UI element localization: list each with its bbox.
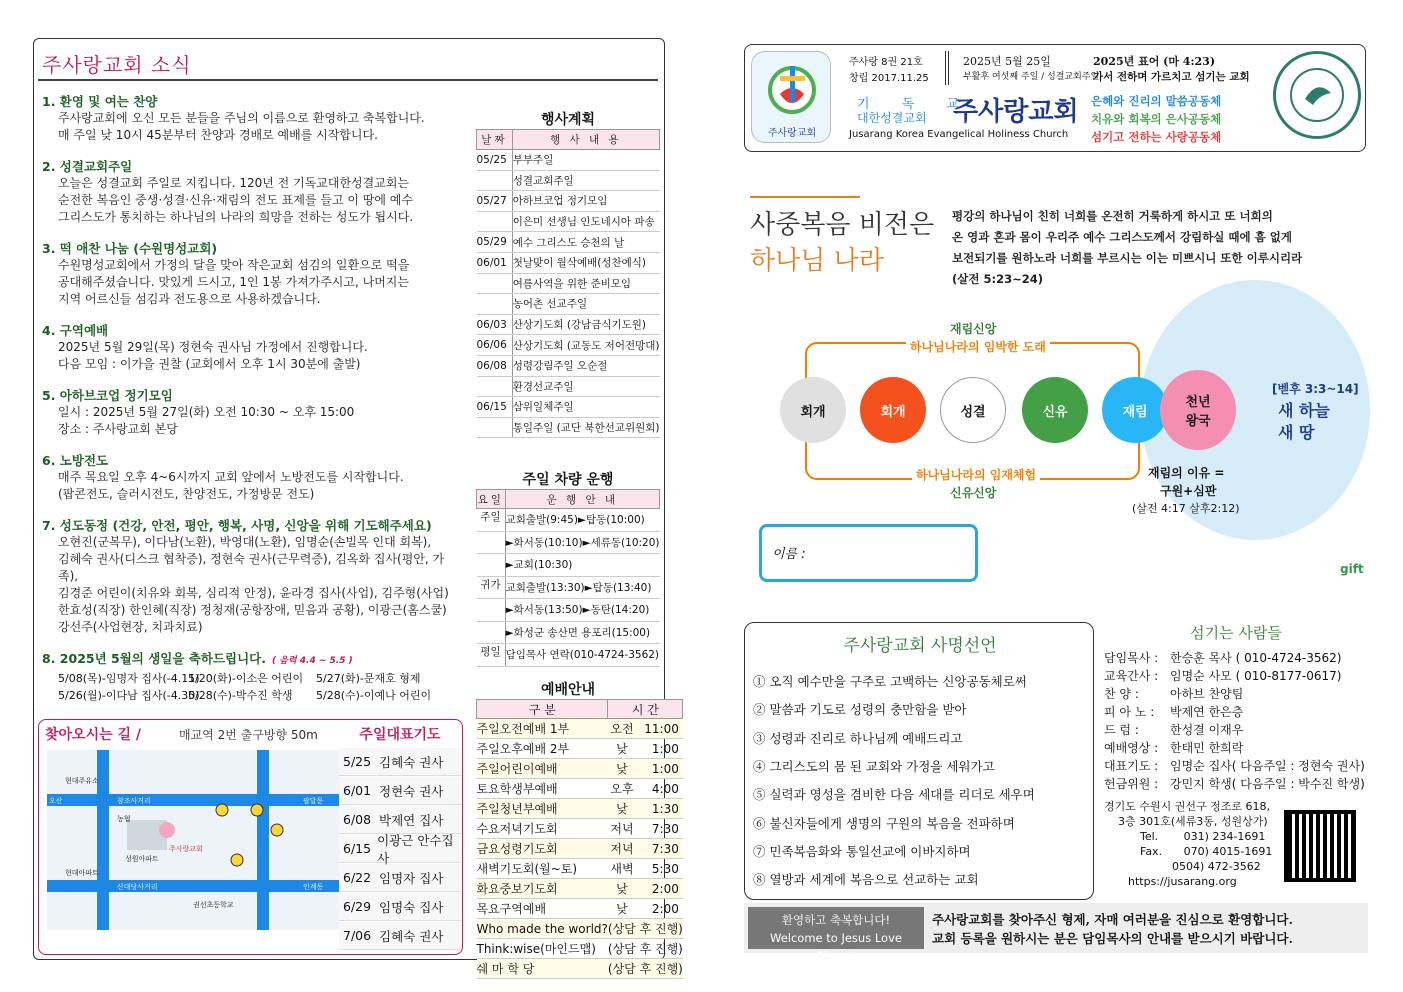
welcome-badge: [748, 907, 924, 963]
table-cell: [477, 621, 506, 644]
prayer-name: 정현숙 권사: [379, 783, 444, 799]
table-cell: 오전: [608, 719, 636, 739]
news-item: [42, 452, 462, 503]
mission-item: ② 말씀과 기도로 성령의 충만함을 받아: [753, 702, 967, 718]
table-cell: [477, 273, 513, 294]
birthday-note: ( 음력 4.4 ~ 5.5 ): [272, 656, 353, 666]
table-row: [477, 170, 660, 191]
news-panel: [33, 38, 683, 976]
bottom-label-1: 하나님나라의 임재체험: [912, 466, 1040, 483]
table-cell: 환경선교주일: [512, 376, 659, 397]
shuttle-table: [476, 489, 660, 667]
table-cell: 교회출발(13:30)►탑동(13:40): [505, 576, 659, 599]
staff-name: 박제연 한은층: [1170, 705, 1244, 719]
prayer-name: 임명자 집사: [379, 870, 444, 886]
table-row: [477, 939, 683, 959]
news-body: 주사랑교회에 오신 모든 분들을 주님의 이름으로 환영하고 축복합니다. 매 주일 낮 10시 45분부터 찬양과 경배로 예배를 시작합니다.: [58, 111, 425, 142]
staff-name: 아하브 찬양팀: [1170, 687, 1244, 701]
table-cell: 05/27: [477, 191, 513, 212]
staff-name: 강민지 학생( 다음주일 : 박수진 학생): [1170, 777, 1365, 791]
staff-role: 담임목사 :: [1104, 651, 1159, 665]
news-body: 2025년 5월 29일(목) 정현숙 권사님 가정에서 진행합니다. 다음 모임 : 이가을 권찰 (교회에서 오후 1시 30분에 출발): [58, 340, 368, 371]
table-cell: 7:30: [636, 839, 683, 859]
prayer-name: 임명숙 집사: [379, 899, 444, 915]
bottom-label-2: 신유신앙: [950, 486, 997, 500]
table-cell: 새벽기도회(월~토): [477, 859, 608, 879]
table-cell: 첫날맞이 월삭예배(성찬예식): [512, 252, 659, 273]
table-cell: 05/29: [477, 232, 513, 253]
reason-value: 구원+심판: [1160, 484, 1217, 498]
welcome-banner: [744, 903, 1368, 963]
birthday-entry: 5/08(목)-임명자 집사(-4.11): [58, 672, 200, 685]
vision-subtitle: 하나님 나라: [750, 246, 884, 276]
mission-item: ⑧ 열방과 세계에 복음으로 선교하는 교회: [753, 872, 979, 888]
slogan-1: 은혜와 진리의 말씀공동체: [1091, 94, 1222, 108]
staff-row: [1104, 667, 1368, 685]
address-line1: 경기도 수원시 권선구 정조로 618,: [1104, 800, 1270, 813]
table-cell: 오후: [608, 779, 636, 799]
table-row: [477, 531, 660, 554]
table-row: [477, 294, 660, 315]
map-label: 팔달문: [303, 797, 324, 805]
logo-icon: [752, 52, 832, 122]
table-cell: 교회출발(9:45)►탑동(10:00): [505, 509, 659, 532]
news-body: 오늘은 성결교회 주일로 지킵니다. 120년 전 기독교대한성결교회는 순전한 복음인 중생·성결·신유·재림의 전도 표제를 들고 이 땅에 예수 그리스도가 통치하는 하나님의 나라의 희망을 전하는 성도가 됩시다.: [58, 176, 414, 224]
table-cell: 낮: [608, 739, 636, 759]
birthday-item: [42, 650, 462, 704]
welcome-message: 주사랑교회를 찾아주신 형제, 자매 여러분을 진심으로 환영합니다. 교회 등록을 원하시는 분은 담임목사의 안내를 받으시기 바랍니다.: [932, 912, 1293, 946]
news-heading: 1. 환영 및 여는 찬양: [42, 94, 158, 109]
news-body: 일시 : 2025년 5월 27일(화) 오전 10:30 ~ 오후 15:00 장소 : 주사랑교회 본당: [58, 405, 355, 436]
staff-title: 섬기는 사람들: [1190, 624, 1282, 642]
staff-row: [1104, 649, 1368, 667]
staff-role: 대표기도 :: [1104, 759, 1159, 773]
prayer-row: [339, 748, 461, 776]
table-row: [477, 719, 683, 739]
location-map: [47, 750, 339, 930]
table-row: [477, 376, 660, 397]
birthday-entry: 5/27(화)-문재호 형제: [316, 672, 421, 685]
prayer-name: 김혜숙 권사: [379, 754, 444, 770]
logo-text: 주사랑교회: [767, 128, 817, 139]
prayer-row: [339, 922, 461, 950]
map-label: 창조사거리: [117, 797, 151, 805]
birthday-entry: 5/20(화)-이소은 어린이: [188, 672, 304, 685]
news-item: [42, 517, 462, 636]
news-item: [42, 158, 462, 226]
event-schedule: [476, 109, 660, 438]
table-header: 시 간: [608, 700, 683, 719]
table-row: [477, 859, 683, 879]
staff-name: 한성결 이재우: [1170, 723, 1244, 737]
fax-label: Fax.: [1140, 845, 1163, 858]
bulletin-date: 2025년 5월 25일: [963, 55, 1051, 68]
website-link[interactable]: https://jusarang.org: [1128, 875, 1237, 888]
church-motto: 가서 전하며 가르치고 섬기는 교회: [1093, 71, 1250, 83]
table-header: 날짜: [477, 130, 513, 150]
table-cell: 2:00: [636, 879, 683, 899]
table-row: [477, 417, 660, 438]
mission-item: ④ 그리스도의 몸 된 교회와 가정을 세워가고: [753, 759, 995, 775]
table-cell: 예수 그리스도 승천의 날: [512, 232, 659, 253]
news-item: [42, 240, 462, 308]
birthday-title: 8. 2025년 5월의 생일을 축하드립니다.: [42, 651, 266, 666]
slogan-2: 치유와 회복의 은사공동체: [1091, 112, 1222, 126]
birthday-entry: 5/28(수)-이예나 어린이: [316, 689, 432, 702]
prayer-date: 6/29: [343, 899, 372, 914]
birthday-list: [42, 670, 462, 704]
divider: [38, 79, 658, 81]
worship-title: 예배안내: [540, 682, 596, 698]
founded-date: 창립 2017.11.25: [849, 73, 929, 84]
prayer-date: 6/01: [343, 783, 372, 798]
shuttle-title: 주일 차량 운행: [522, 472, 614, 488]
table-cell: 산상기도회 (교동도 저어전망대): [512, 335, 659, 356]
table-cell: 11:00: [636, 719, 683, 739]
staff-role: 예배영상 :: [1104, 741, 1159, 755]
table-cell: 06/15: [477, 397, 513, 418]
welcome-korean: 환영하고 축복합니다!: [781, 913, 891, 927]
table-cell: ►교회(10:30): [505, 554, 659, 577]
prayer-row: [339, 832, 461, 866]
table-row: [477, 779, 683, 799]
table-cell: 여름사역을 위한 준비모임: [512, 273, 659, 294]
prayer-name: 이광근 안수집사: [377, 832, 454, 866]
schedule-table: [476, 129, 660, 438]
mission-item: ⑦ 민족복음화와 통일선교에 이바지하며: [753, 843, 971, 859]
address-line2: 3층 301호(세류3동, 성원상가): [1118, 815, 1268, 828]
slogan-3: 섬기고 전하는 사랑공동체: [1091, 130, 1222, 144]
name-field[interactable]: [759, 524, 978, 582]
denomination-line1: 기 독 교: [857, 97, 973, 112]
divider: [945, 51, 949, 85]
table-row: [477, 335, 660, 356]
news-list: [42, 93, 462, 718]
news-item: [42, 387, 462, 438]
map-label: 현대아파트: [65, 869, 99, 877]
table-cell: 담임목사 연락(010-4724-3562): [505, 644, 659, 667]
table-cell: 저녁: [608, 839, 636, 859]
table-row: [477, 252, 660, 273]
map-label: 농협: [117, 815, 131, 823]
table-row: [477, 899, 683, 919]
table-cell: 아하브코업 정기모임: [512, 191, 659, 212]
circle-millennium: 천년 왕국: [1160, 370, 1236, 450]
staff-name: 임명순 집사( 다음주일 : 정현숙 권사): [1170, 759, 1365, 773]
staff-role: 피 아 노 :: [1104, 705, 1155, 719]
mission-title: 주사랑교회 사명선언: [843, 636, 997, 656]
table-header: 구 분: [477, 700, 608, 719]
mission-item: ③ 성령과 진리로 하나님께 예배드리고: [753, 730, 963, 746]
table-cell: 쉐 마 학 당: [477, 959, 608, 979]
table-cell: 낮: [608, 879, 636, 899]
mission-statement: [744, 622, 1094, 900]
table-cell: 성결교회주일: [512, 170, 659, 191]
table-cell: 농어촌 선교주일: [512, 294, 659, 315]
schedule-title: 행사계획: [540, 112, 596, 128]
table-cell: 이은미 선생님 인도네시아 파송: [512, 211, 659, 232]
table-cell: ►화성군 송산면 용포리(15:00): [505, 621, 659, 644]
table-cell: 06/08: [477, 355, 513, 376]
table-row: [477, 554, 660, 577]
new-earth: 새 땅: [1278, 423, 1315, 442]
shuttle-schedule: [476, 469, 660, 667]
new-heaven: 새 하늘: [1278, 401, 1330, 420]
table-cell: 귀가: [477, 576, 506, 599]
table-cell: ►화서동(10:10)►세류동(10:20): [505, 531, 659, 554]
top-label-2: 하나님나라의 임박한 도래: [906, 338, 1050, 355]
table-row: [477, 739, 683, 759]
birthday-heading: [42, 650, 462, 670]
directions-subtitle: 매교역 2번 출구방향 50m: [179, 728, 318, 742]
table-cell: [477, 170, 513, 191]
table-cell: 산상기도회 (강남금식기도원): [512, 314, 659, 335]
dove-icon: [1287, 65, 1347, 125]
table-cell: 4:00: [636, 779, 683, 799]
news-heading: 7. 성도동정 (건강, 안전, 평안, 행복, 사명, 신앙을 위해 기도해주세요): [42, 518, 432, 533]
table-row: [477, 273, 660, 294]
mission-item: ① 오직 예수만을 구주로 고백하는 신앙공동체로써: [753, 674, 1027, 690]
table-cell: 저녁: [608, 819, 636, 839]
table-cell: ►화서동(13:50)►동탄(14:20): [505, 599, 659, 622]
motto-year: 2025년 표어 (마 4:23): [1093, 55, 1216, 68]
table-row: [477, 799, 683, 819]
reason-label: 재림의 이유 =: [1148, 466, 1225, 480]
table-cell: [477, 531, 506, 554]
staff-name: 한승훈 목사 ( 010-4724-3562): [1170, 651, 1342, 665]
name-label: 이름 :: [772, 547, 806, 562]
table-cell: 목요구역예배: [477, 899, 608, 919]
bible-verse: 평강의 하나님이 친히 너희를 온전히 거룩하게 하시고 또 너희의 온 영과 혼과 몸이 우리주 예수 그리스도께서 강림하실 때에 흠 없게 보전되기를 원하노라 너희를 부르시는 이는 미쁘시니 또한 이루시리라 (살전 5:23~24): [952, 209, 1303, 286]
table-cell: 5:30: [636, 859, 683, 879]
table-cell: [477, 554, 506, 577]
table-cell: 1:00: [636, 739, 683, 759]
table-cell: 통일주일 (교단 북한선교위원회): [512, 417, 659, 438]
table-row: [477, 839, 683, 859]
issue-number: 주사랑 8권 21호: [849, 57, 923, 68]
table-cell: 새벽: [608, 859, 636, 879]
circle-second-coming: 재림: [1102, 377, 1168, 443]
welcome-english: Welcome to Jesus Love Church: [770, 931, 902, 963]
table-header: 행 사 내 용: [512, 130, 659, 150]
map-label: 권선초등학교: [193, 901, 234, 909]
table-cell: (상담 후 진행): [608, 919, 683, 939]
table-cell: 낮: [608, 899, 636, 919]
table-row: [477, 879, 683, 899]
table-cell: [477, 294, 513, 315]
prayer-date: 6/22: [343, 870, 372, 885]
reason-reference: (살전 4:17 살후2:12): [1132, 502, 1240, 515]
table-cell: 화요중보기도회: [477, 879, 608, 899]
qr-code[interactable]: [1284, 810, 1356, 882]
table-row: [477, 509, 660, 532]
table-row: [477, 191, 660, 212]
table-cell: 1:30: [636, 799, 683, 819]
table-row: [477, 621, 660, 644]
table-cell: [477, 376, 513, 397]
table-cell: 06/01: [477, 252, 513, 273]
table-cell: [477, 211, 513, 232]
table-row: [477, 232, 660, 253]
table-cell: 1:00: [636, 759, 683, 779]
table-cell: [477, 599, 506, 622]
circle-healing: 신유: [1022, 377, 1088, 443]
table-cell: 토요학생부예배: [477, 779, 608, 799]
top-label-1: 재림신앙: [950, 322, 997, 336]
worship-table: [476, 699, 683, 979]
table-cell: 06/03: [477, 314, 513, 335]
birthday-entry: 5/28(수)-박수진 학생: [188, 689, 293, 702]
staff-row: [1104, 739, 1368, 757]
prayer-row: [339, 893, 461, 921]
fax-number: 070) 4015-1691: [1183, 845, 1273, 858]
table-header: 운 행 안 내: [505, 490, 659, 509]
staff-row: [1104, 757, 1368, 775]
news-heading: 6. 노방전도: [42, 453, 109, 468]
news-heading: 5. 아하브코업 정기모임: [42, 388, 173, 403]
table-cell: Who made the world?: [477, 919, 608, 939]
birthday-entry: 5/26(월)-이다남 집사(-4.30): [58, 689, 200, 702]
news-item: [42, 322, 462, 373]
news-body: 매주 목요일 오후 4~6시까지 교회 앞에서 노방전도를 시작합니다. (팝콘전도, 슬러시전도, 찬양전도, 가정방문 전도): [58, 470, 404, 501]
table-cell: Think:wise(마인드맵): [477, 939, 608, 959]
table-cell: 7:30: [636, 819, 683, 839]
mission-item: ⑤ 실력과 영성을 겸비한 다음 세대를 리더로 세우며: [753, 787, 1035, 803]
news-item: [42, 93, 462, 144]
new-heaven-reference: [벧후 3:3~14]: [1272, 382, 1359, 396]
table-cell: 성령강림주일 오순절: [512, 355, 659, 376]
staff-list: [1104, 622, 1368, 889]
table-cell: 평일: [477, 644, 506, 667]
table-cell: 주일어린이예배: [477, 759, 608, 779]
staff-role: 헌금위원 :: [1104, 777, 1159, 791]
staff-row: [1104, 703, 1368, 721]
sunday-name: 부활후 여섯째 주일 / 성결교회주일: [963, 72, 1100, 82]
prayer-date: 6/08: [343, 812, 372, 827]
directions-title: 찾아오시는 길 /: [45, 727, 142, 743]
table-row: [477, 919, 683, 939]
map-label: 인계동: [303, 883, 324, 891]
table-cell: 주일청년부예배: [477, 799, 608, 819]
news-heading: 2. 성결교회주일: [42, 159, 133, 174]
circle-repent: 회개: [780, 377, 846, 443]
table-cell: 주일: [477, 509, 506, 532]
bulletin-header: [744, 44, 1366, 152]
prayer-date: 7/06: [343, 928, 372, 943]
circle-repent: 회개: [860, 377, 926, 443]
tel-number: 031) 234-1691: [1183, 830, 1266, 843]
table-row: [477, 355, 660, 376]
table-cell: 06/06: [477, 335, 513, 356]
table-cell: 주일오후예배 2부: [477, 739, 608, 759]
mission-item: ⑥ 불신자들에게 생명의 구원의 복음을 전파하며: [753, 815, 1015, 831]
church-logo: [751, 51, 831, 143]
staff-role: 교육간사 :: [1104, 669, 1159, 683]
table-cell: 2:00: [636, 899, 683, 919]
table-row: [477, 150, 660, 171]
map-label: 오산: [49, 797, 63, 805]
fax-number-2: 0504) 472-3562: [1172, 860, 1261, 873]
divider: [750, 196, 860, 198]
staff-role: 찬 양 :: [1104, 687, 1139, 701]
vision-title: 사중복음 비전은: [750, 210, 935, 240]
news-body: 오현진(군복무), 이다남(노환), 박영대(노환), 임명순(손빌목 인대 회복), 김혜숙 권사(디스크 협착증), 정현숙 권사(근무력증), 김옥화 집사(평안, 가족), 김경준 어린이(치유와 회복, 심리적 안정), 윤라경 집사(사업), 김주형(사업) 한효성(직장) 한인혜(직장) 정청재(공항장애, 믿음과 공황), 이광근(홈스쿨) 강선주(사업현장, 치과치료): [58, 535, 449, 634]
prayer-date: 6/15: [343, 841, 372, 856]
staff-name: 한태민 한희락: [1170, 741, 1244, 755]
news-heading: 4. 구역예배: [42, 323, 109, 338]
table-cell: (상담 후 진행): [608, 959, 683, 979]
staff-row: [1104, 775, 1368, 793]
table-cell: 낮: [608, 799, 636, 819]
table-row: [477, 211, 660, 232]
prayer-date: 5/25: [343, 754, 372, 769]
table-cell: [477, 417, 513, 438]
news-heading: 3. 떡 애찬 나눔 (수원명성교회): [42, 241, 218, 256]
directions-box: [38, 719, 463, 955]
table-cell: (상담 후 진행): [608, 939, 683, 959]
table-row: [477, 959, 683, 979]
table-cell: 수요저녁기도회: [477, 819, 608, 839]
prayer-row: [339, 777, 461, 805]
table-row: [477, 644, 660, 667]
table-header: 요일: [477, 490, 506, 509]
map-label: 주사랑교회: [169, 845, 203, 853]
news-body: 수원명성교회에서 가정의 달을 맞아 작은교회 섬김의 일환으로 떡을 공대해주셨습니다. 맛있게 드시고, 1인 1봉 가져가주시고, 나머지는 지역 어르신들 섬김과 전도용으로 사용하겠습니다.: [58, 258, 410, 306]
table-row: [477, 599, 660, 622]
staff-row: [1104, 685, 1368, 703]
staff-role: 드 럼 :: [1104, 723, 1139, 737]
table-cell: 05/25: [477, 150, 513, 171]
table-row: [477, 576, 660, 599]
prayer-name: 김혜숙 권사: [379, 928, 444, 944]
map-label: 산대당사거리: [117, 883, 158, 891]
table-row: [477, 314, 660, 335]
table-cell: 낮: [608, 759, 636, 779]
map-label: 현대주유소: [65, 777, 99, 785]
prayer-leaders: [339, 724, 461, 951]
map-label: 성원아파트: [125, 855, 159, 863]
table-row: [477, 819, 683, 839]
prayer-title: 주일대표기도: [359, 727, 441, 743]
table-cell: 금요성령기도회: [477, 839, 608, 859]
prayer-name: 박제연 집사: [379, 812, 444, 828]
table-row: [477, 397, 660, 418]
news-title: 주사랑교회 소식: [42, 53, 192, 77]
church-name: 주사랑교회: [953, 97, 1079, 127]
gift-mark: gift: [1340, 562, 1364, 576]
table-cell: 삼위일체주일: [512, 397, 659, 418]
denomination-line2: 대한성결교회: [857, 111, 927, 125]
table-cell: 부부주일: [512, 150, 659, 171]
staff-row: [1104, 721, 1368, 739]
church-english-name: Jusarang Korea Evangelical Holiness Church: [849, 129, 1069, 140]
worship-guide: [476, 679, 683, 979]
table-cell: 주일오전예배 1부: [477, 719, 608, 739]
denomination-seal: [1273, 51, 1361, 139]
prayer-row: [339, 864, 461, 892]
table-row: [477, 759, 683, 779]
tel-label: Tel.: [1140, 830, 1159, 843]
staff-name: 임명순 사모 ( 010-8177-0617): [1170, 669, 1342, 683]
circle-holiness: 성결: [940, 377, 1006, 443]
